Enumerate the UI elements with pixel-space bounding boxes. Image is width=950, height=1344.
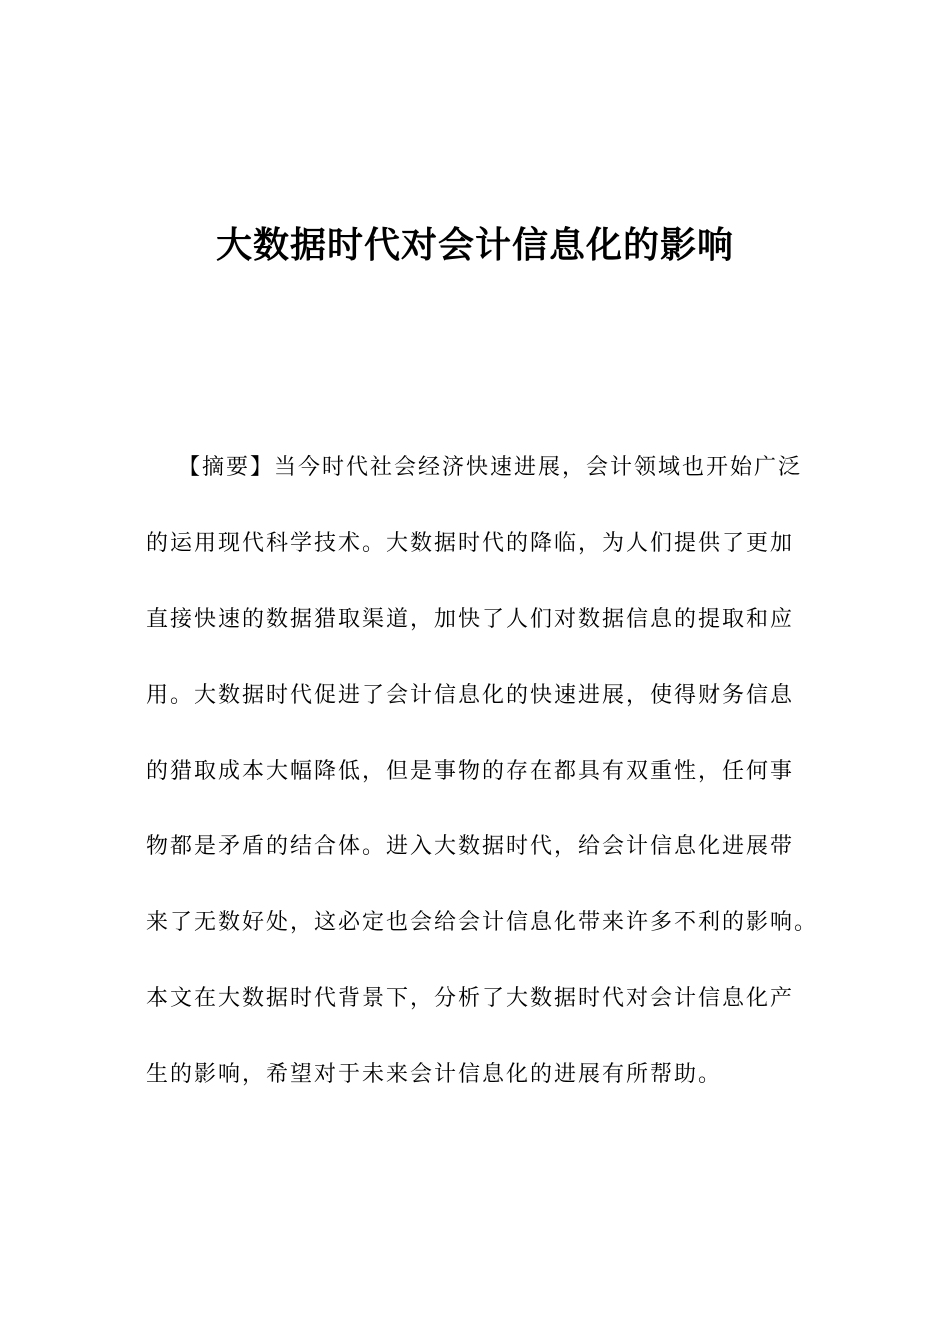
abstract-line: 生的影响，希望对于未来会计信息化的进展有所帮助。 xyxy=(146,1062,723,1088)
abstract-line: 的运用现代科学技术。大数据时代的降临，为人们提供了更加 xyxy=(146,530,795,556)
abstract-line: 来了无数好处，这必定也会给会计信息化带来许多不利的影响。 xyxy=(146,910,819,936)
abstract-line: 【摘要】当今时代社会经济快速进展，会计领域也开始广泛 xyxy=(178,455,803,480)
document-title: 大数据时代对会计信息化的影响 xyxy=(215,225,734,266)
abstract-line: 物都是矛盾的结合体。进入大数据时代，给会计信息化进展带 xyxy=(146,834,795,860)
abstract-line: 的猎取成本大幅降低，但是事物的存在都具有双重性，任何事 xyxy=(146,758,795,784)
abstract-paragraph xyxy=(146,454,826,1137)
abstract-line: 用。大数据时代促进了会计信息化的快速进展，使得财务信息 xyxy=(146,682,795,708)
abstract-line: 本文在大数据时代背景下，分析了大数据时代对会计信息化产 xyxy=(146,986,795,1012)
abstract-line: 直接快速的数据猎取渠道，加快了人们对数据信息的提取和应 xyxy=(146,606,795,632)
